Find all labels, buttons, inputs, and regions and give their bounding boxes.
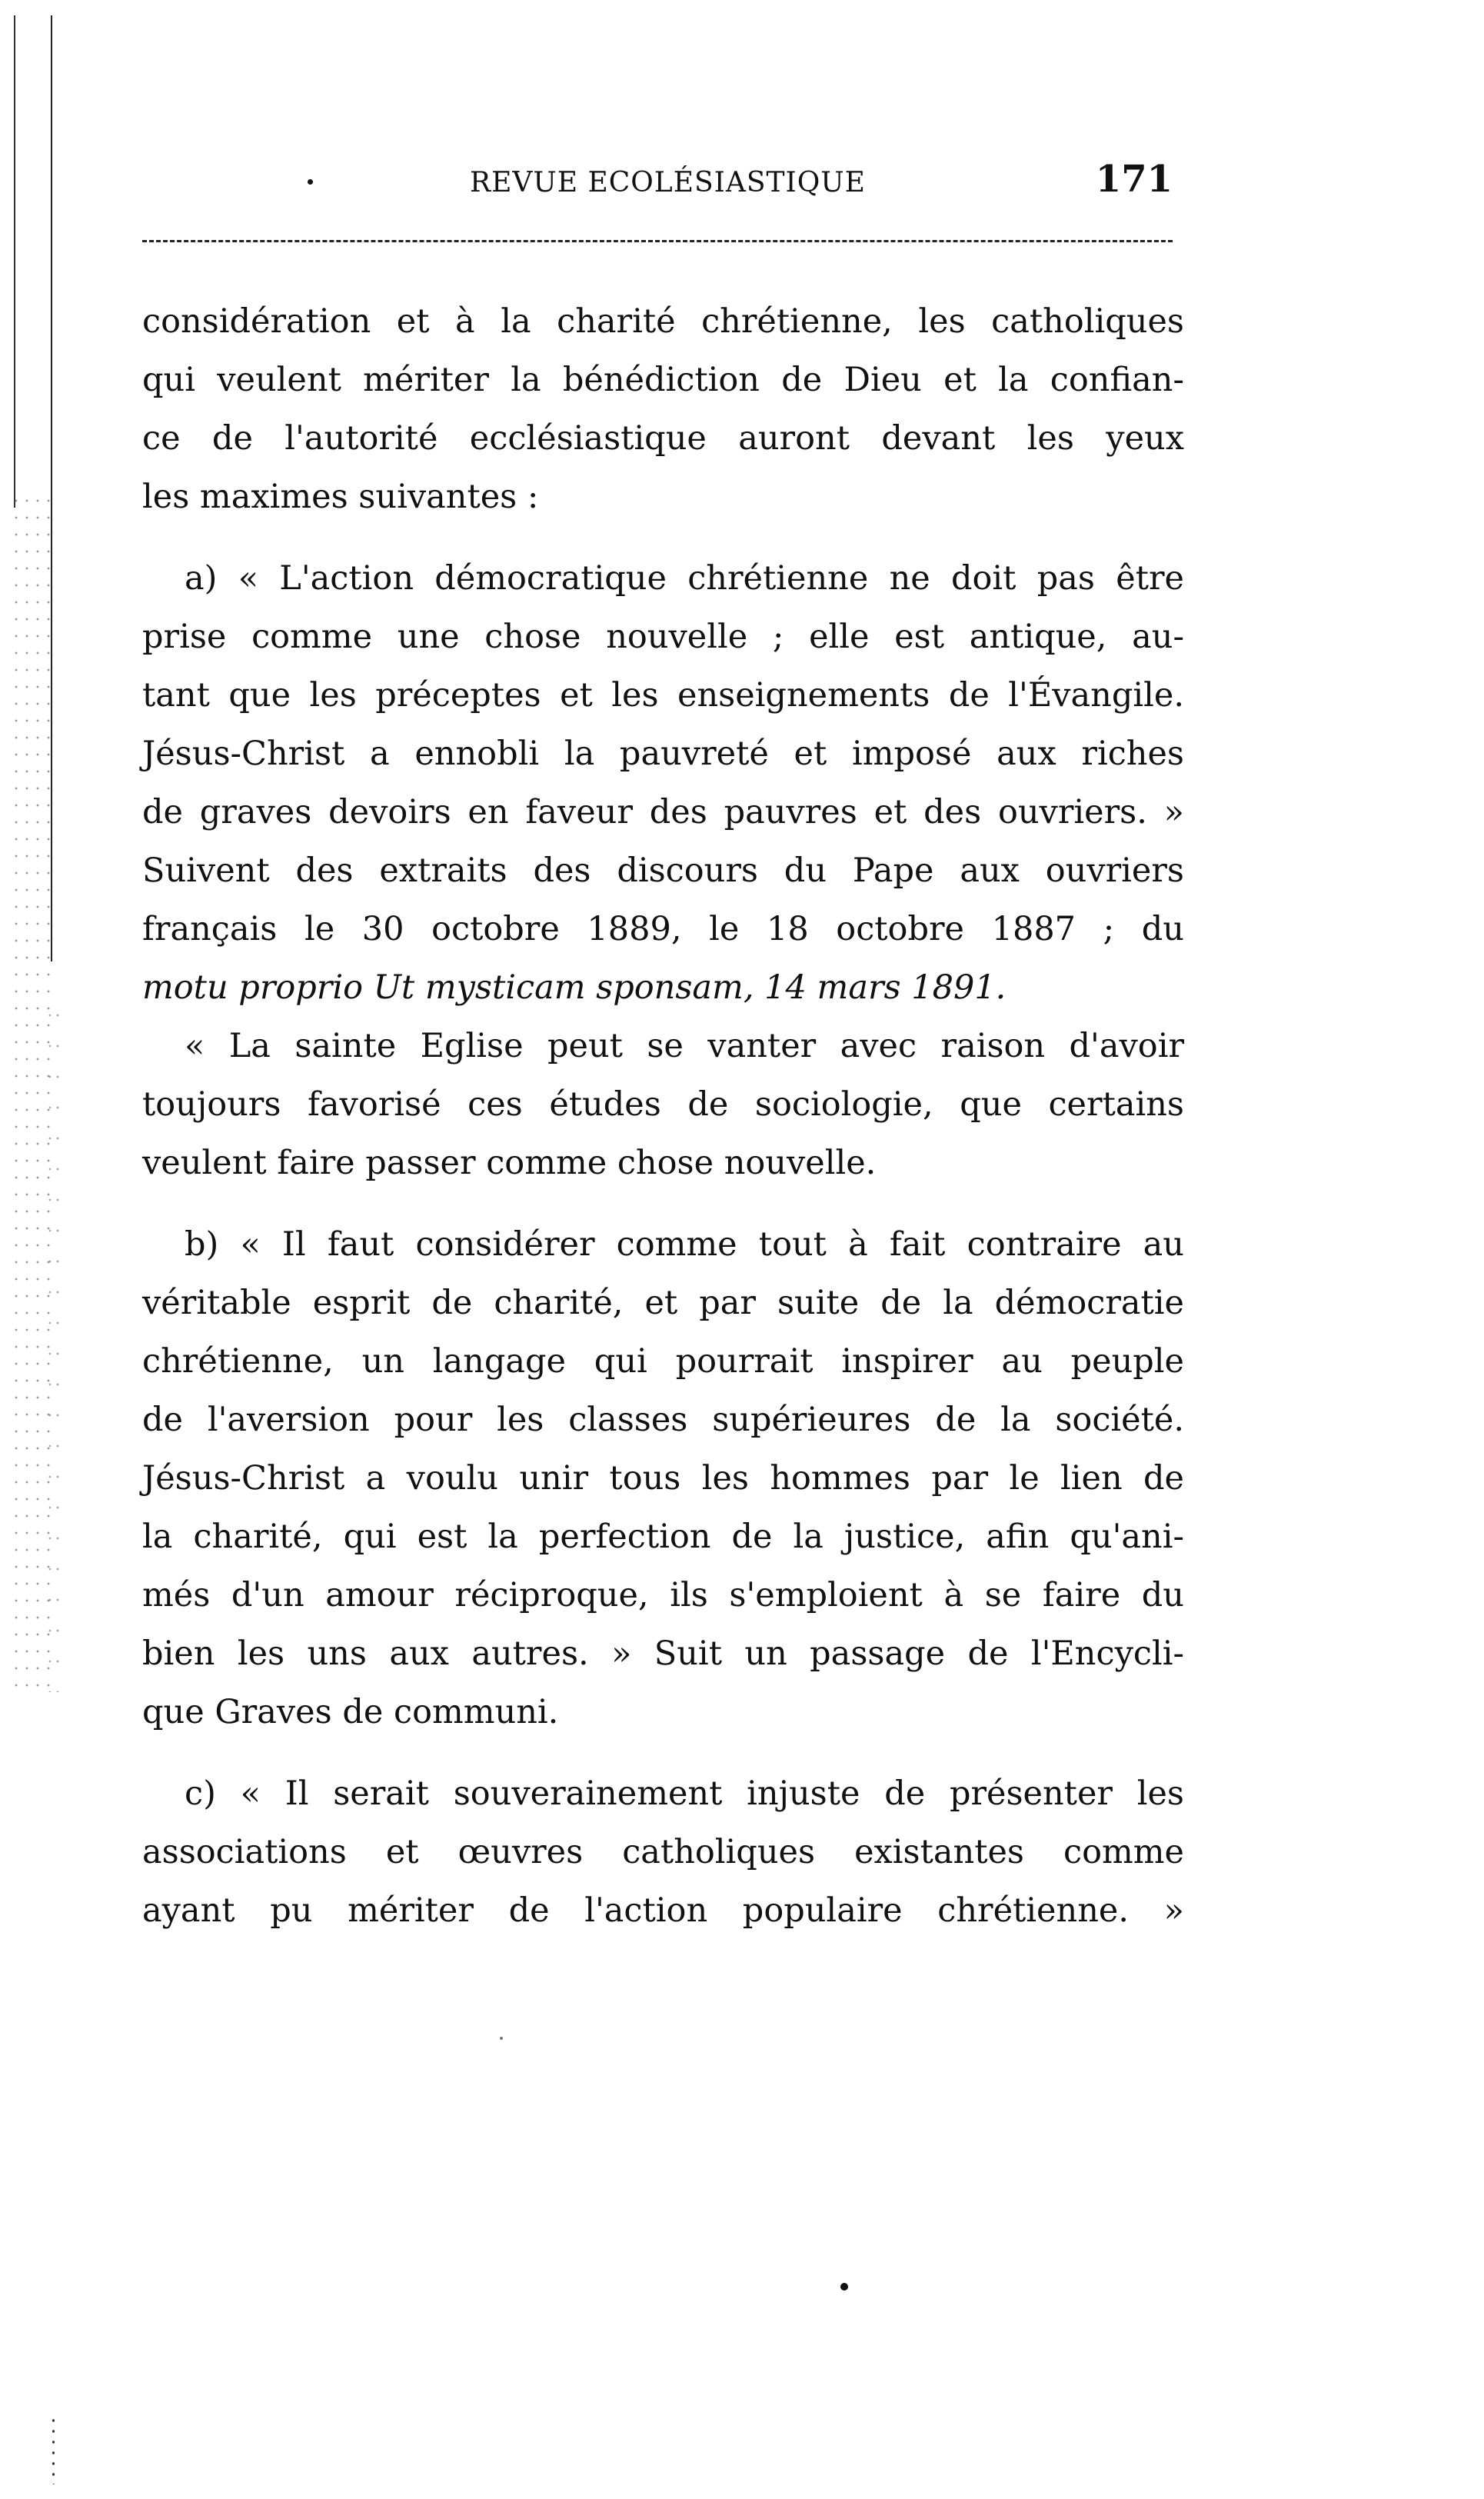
- text-line: Jésus-Christ a voulu unir tous les hommes par le lien de: [142, 1459, 1184, 1498]
- text-line: a) « L'action démocratique chrétienne ne doit pas être: [185, 559, 1184, 598]
- header-rule: [142, 240, 1173, 242]
- running-title: REVUE ECOLÉSIASTIQUE: [470, 167, 866, 198]
- text-line: « La sainte Eglise peut se vanter avec raison d'avoir: [185, 1027, 1184, 1065]
- paragraph-gap: [142, 526, 1184, 549]
- scan-margin: [0, 0, 62, 2499]
- page-number: 171: [1095, 158, 1173, 201]
- scan-speck: [500, 2037, 503, 2040]
- header-dot: [308, 179, 313, 185]
- text-line: la charité, qui est la perfection de la justice, afin qu'ani-: [142, 1518, 1184, 1556]
- text-line: prise comme une chose nouvelle ; elle est antique, au-: [142, 618, 1184, 656]
- page-body: [142, 292, 1184, 1940]
- text-line: qui veulent mériter la bénédiction de Dieu et la confian-: [142, 361, 1184, 399]
- text-line: Jésus-Christ a ennobli la pauvreté et imposé aux riches: [142, 735, 1184, 773]
- text-line: més d'un amour réciproque, ils s'emploient à se faire du: [142, 1576, 1184, 1614]
- text-line: ce de l'autorité ecclésiastique auront devant les yeux: [142, 419, 1184, 458]
- text-line: les maximes suivantes :: [142, 478, 539, 516]
- text-line: tant que les préceptes et les enseignements de l'Évangile.: [142, 676, 1184, 715]
- text-line: que Graves de communi.: [142, 1693, 559, 1731]
- text-line: c) « Il serait souverainement injuste de présenter les: [185, 1774, 1184, 1813]
- text-line: bien les uns aux autres. » Suit un passage de l'Encycli-: [142, 1634, 1184, 1673]
- text-line: veulent faire passer comme chose nouvelle.: [142, 1144, 877, 1182]
- text-line: véritable esprit de charité, et par suite de la démocratie: [142, 1284, 1184, 1322]
- paragraph-gap: [142, 1192, 1184, 1215]
- text-line: français le 30 octobre 1889, le 18 octobre 1887 ; du: [142, 910, 1184, 948]
- scan-edge-line: [14, 15, 15, 508]
- text-line: ayant pu mériter de l'action populaire chrétienne. »: [142, 1891, 1184, 1930]
- text-line: b) « Il faut considérer comme tout à fait contraire au: [185, 1225, 1184, 1264]
- scan-speck: [840, 2283, 848, 2291]
- text-line: Suivent des extraits des discours du Pape aux ouvriers: [142, 851, 1184, 890]
- paragraph-gap: [142, 1741, 1184, 1764]
- page-header: [142, 158, 1188, 212]
- text-line: toujours favorisé ces études de sociologie, que certains: [142, 1085, 1184, 1124]
- scan-noise: [46, 1000, 62, 1692]
- text-line: considération et à la charité chrétienne, les catholiques: [142, 302, 1184, 341]
- text-line: motu proprio Ut mysticam sponsam, 14 mars 1891.: [142, 968, 1007, 1007]
- scan-noise: [52, 2415, 55, 2484]
- text-line: de l'aversion pour les classes supérieures de la société.: [142, 1401, 1184, 1439]
- text-line: de graves devoirs en faveur des pauvres et des ouvriers. »: [142, 793, 1184, 831]
- text-line: associations et œuvres catholiques existantes comme: [142, 1833, 1184, 1871]
- text-line: chrétienne, un langage qui pourrait inspirer au peuple: [142, 1342, 1184, 1381]
